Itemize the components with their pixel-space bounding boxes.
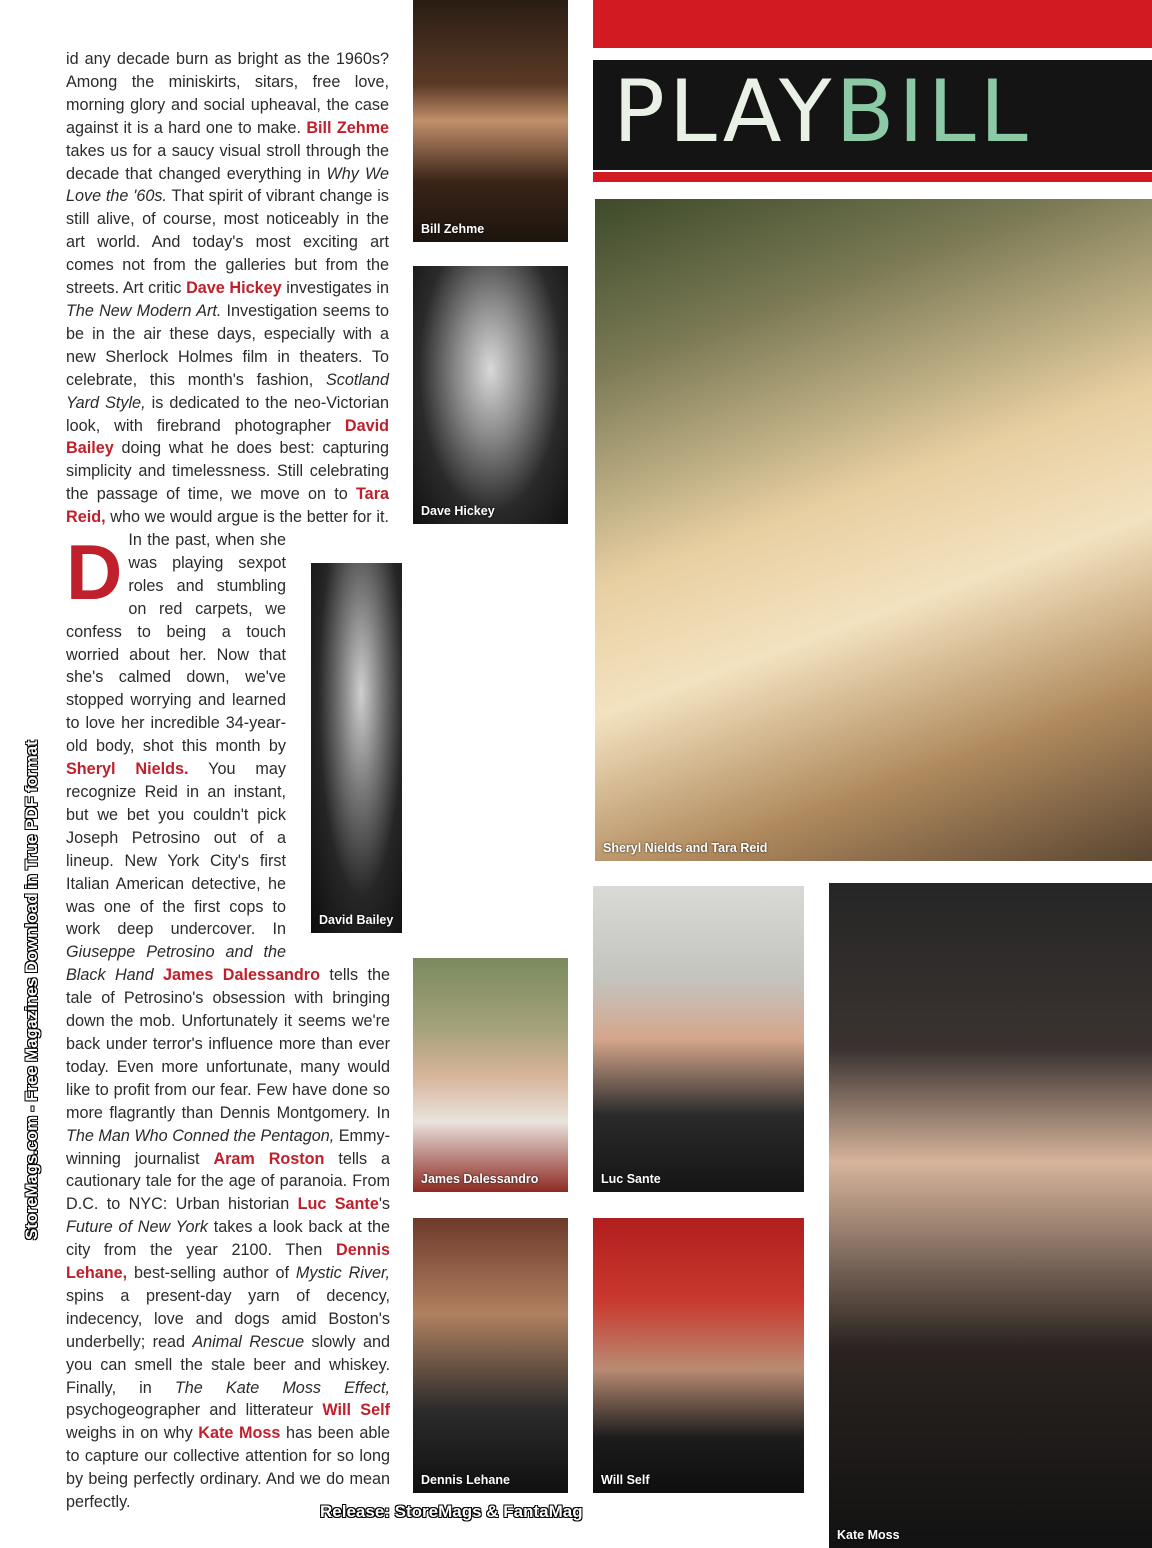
article-text: tells a cautionary tale for the age of paranoia. From D.C. to NYC: Urban historian <box>66 1149 390 1214</box>
contributor-name: David Bailey <box>66 416 389 458</box>
photo-luc-sante <box>593 886 804 1192</box>
photo-kate-moss <box>829 883 1152 1548</box>
article-text: spins a present-day yarn of decency, indecency, love and dogs amid Boston's underbelly; read <box>66 1286 390 1351</box>
title-part-bill: BILL <box>835 62 1032 162</box>
story-title: Animal Rescue <box>192 1332 305 1351</box>
article-text: who we would argue is the better for it. In the past, when she was playing sexpot roles and stumbling on red carpets, we confess to being a touch worried about her. Now that she's calmed down, we've stopped worrying and learned to love her incredible 34-year-old body, shot this month by <box>66 508 389 756</box>
contributor-name: Bill Zehme <box>306 118 389 137</box>
contributor-name: Dennis Lehane, <box>66 1241 390 1283</box>
contributor-name: Luc Sante <box>297 1195 379 1214</box>
story-title: Mystic River, <box>295 1264 390 1283</box>
photo-caption: David Bailey <box>319 913 394 927</box>
contributor-name: James Dalessandro <box>163 966 320 985</box>
photo-dave-hickey <box>413 266 568 524</box>
story-title: Why We Love the '60s. <box>66 164 389 206</box>
article-text: takes us for a saucy visual stroll through the decade that changed everything in <box>66 141 389 183</box>
contributor-name: Kate Moss <box>198 1424 281 1443</box>
article-text: Emmy-winning journalist <box>66 1126 390 1168</box>
photo-caption: Luc Sante <box>601 1172 661 1186</box>
header-divider-black <box>593 163 1152 170</box>
drop-cap: D <box>66 528 123 616</box>
photo-will-self <box>593 1218 804 1493</box>
article-text: takes a look back at the city from the year 2100. Then <box>66 1218 390 1260</box>
article-text: Investigation seems to be in the air these days, especially with a new Sherlock Holmes film in theaters. To celebrate, this month's fashion, <box>66 301 389 389</box>
section-header <box>593 60 1152 163</box>
story-title: The Man Who Conned the Pentagon, <box>66 1126 335 1145</box>
photo-caption: Sheryl Nields and Tara Reid <box>603 841 768 855</box>
story-title: The New Modern Art. <box>66 301 222 320</box>
wrap-spacer <box>389 48 390 536</box>
photo-bill-zehme <box>413 0 568 242</box>
contributor-name: Dave Hickey <box>186 279 282 298</box>
title-part-play: PLAY <box>613 62 836 162</box>
article-text: has been able to capture our collective attention for so long by being perfectly ordinary. And we do mean perfectly. <box>66 1424 390 1512</box>
article-text: is dedicated to the neo-Victorian look, with firebrand photographer <box>66 393 389 435</box>
article-text: weighs in on why <box>66 1424 199 1443</box>
article-text: That spirit of vibrant change is still alive, of course, most noticeably in the art world. And today's most exciting art comes not from the galleries but from the streets. Art critic <box>66 187 389 298</box>
section-title <box>613 64 1032 160</box>
photo-caption: Kate Moss <box>837 1528 900 1542</box>
story-title: Scotland Yard Style, <box>66 370 389 412</box>
release-credit: Release: StoreMags & FantaMag <box>320 1502 583 1521</box>
photo-caption: Will Self <box>601 1473 650 1487</box>
article-text: best-selling author of <box>127 1264 296 1283</box>
photo-caption: Dennis Lehane <box>421 1473 510 1487</box>
article-text: 's <box>378 1195 391 1214</box>
contributor-name: Aram Roston <box>213 1149 325 1168</box>
header-red-bar <box>593 0 1152 48</box>
article-text: doing what he does best: capturing simplicity and timelessness. Still celebrating the passage of time, we move on to <box>66 439 389 504</box>
story-title: The Kate Moss Effect, <box>174 1378 390 1397</box>
contributor-name: Sheryl Nields. <box>66 760 189 779</box>
story-title: Future of New York <box>66 1218 208 1237</box>
article-text: id any decade burn as bright as the 1960s? Among the miniskirts, sitars, free love, morning glory and social upheaval, the case against it is a hard one to make. <box>66 50 389 137</box>
article-text <box>154 966 163 984</box>
photo-caption: Dave Hickey <box>421 504 495 518</box>
photo-caption: James Dalessandro <box>421 1172 539 1186</box>
photo-sheryl-nields-tara-reid <box>595 199 1152 861</box>
photo-james-dalessandro <box>413 958 568 1192</box>
article-text: slowly and you can smell the stale beer and whiskey. Finally, in <box>66 1332 390 1397</box>
article-text: investigates in <box>281 279 389 298</box>
contributor-name: Tara Reid, <box>66 485 389 527</box>
contributor-name: Will Self <box>322 1401 390 1420</box>
photo-caption: Bill Zehme <box>421 222 485 236</box>
article-text: You may recognize Reid in an instant, but we bet you couldn't pick Joseph Petrosino out of a lineup. New York City's first Italian American detective, he was one of the first cops to work deep undercover. In <box>66 760 286 939</box>
article-text: tells the tale of Petrosino's obsession with bringing down the mob. Unfortunately it seems we're back under terror's influence more than ever today. Even more unfortunate, many would like to profit from our fear. Few have done so more flagrantly than Dennis Montgomery. In <box>66 966 390 1122</box>
story-title: Giuseppe Petrosino and the Black Hand <box>66 943 286 985</box>
article-text: psychogeographer and litterateur <box>66 1401 323 1420</box>
photo-david-bailey <box>311 563 402 933</box>
side-watermark-credit: StoreMags.com - Free Magazines Download in True PDF format <box>22 740 41 1240</box>
header-divider-red <box>593 172 1152 182</box>
photo-dennis-lehane <box>413 1218 568 1493</box>
